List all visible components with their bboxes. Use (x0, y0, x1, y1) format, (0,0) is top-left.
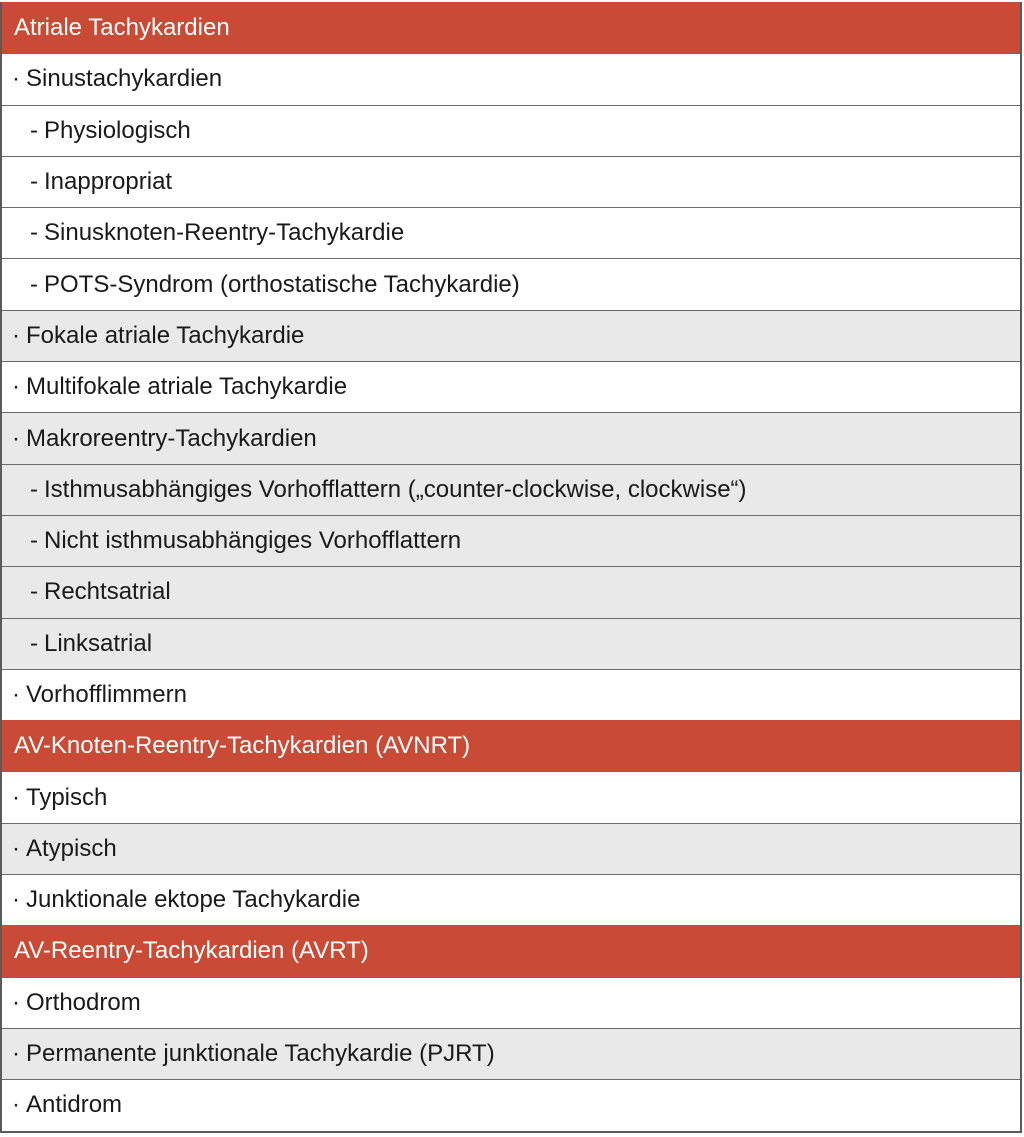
section-title: Atriale Tachykardien (14, 14, 230, 42)
section-header-row (2, 925, 1020, 976)
bullet-marker: · (12, 373, 20, 401)
dash-marker: - (30, 527, 38, 555)
bullet-marker: · (12, 783, 20, 811)
table-row (2, 618, 1020, 669)
section-header-row (2, 2, 1020, 53)
table-row (2, 361, 1020, 412)
table-row (2, 258, 1020, 309)
row-label: Typisch (26, 783, 108, 811)
table-row (2, 823, 1020, 874)
table-row (2, 1079, 1020, 1130)
row-label: Orthodrom (26, 988, 141, 1016)
bullet-marker: · (12, 1091, 20, 1119)
table-row (2, 310, 1020, 361)
row-label: Sinusknoten-Reentry-Tachykardie (44, 219, 405, 247)
row-label: POTS-Syndrom (orthostatische Tachykardie) (44, 270, 520, 298)
row-label: Makroreentry-Tachykardien (26, 424, 317, 452)
row-label: Linksatrial (44, 629, 153, 657)
bullet-marker: · (12, 1040, 20, 1068)
dash-marker: - (30, 629, 38, 657)
table-row (2, 874, 1020, 925)
table-row (2, 515, 1020, 566)
bullet-marker: · (12, 681, 20, 708)
table-row (2, 669, 1020, 720)
dash-marker: - (30, 578, 38, 606)
dash-marker: - (30, 270, 38, 298)
section-header-row (2, 720, 1020, 771)
table-row (2, 412, 1020, 463)
row-label: Nicht isthmusabhängiges Vorhofflattern (44, 527, 462, 555)
table-row (2, 53, 1020, 104)
bullet-marker: · (12, 886, 20, 914)
bullet-marker: · (12, 834, 20, 862)
row-label: Rechtsatrial (44, 578, 171, 606)
bullet-marker: · (12, 321, 20, 349)
row-label: Inappropriat (44, 168, 173, 196)
section-title: AV-Reentry-Tachykardien (AVRT) (14, 937, 369, 965)
table-row (2, 464, 1020, 515)
table-row (2, 105, 1020, 156)
bullet-marker: · (12, 65, 20, 93)
table-row (2, 1028, 1020, 1079)
dash-marker: - (30, 475, 38, 503)
bullet-marker: · (12, 988, 20, 1016)
bullet-marker: · (12, 424, 20, 452)
table-row (2, 207, 1020, 258)
table-row (2, 566, 1020, 617)
row-label: Sinustachykardien (26, 65, 223, 93)
row-label: Antidrom (26, 1091, 123, 1119)
row-label: Isthmusabhängiges Vorhofflattern („counter-clockwise, clockwise“) (44, 475, 747, 503)
dash-marker: - (30, 116, 38, 144)
row-label: Atypisch (26, 834, 117, 862)
classification-table (0, 2, 1022, 1133)
table-row (2, 156, 1020, 207)
table-row (2, 977, 1020, 1028)
row-label: Multifokale atriale Tachykardie (26, 373, 348, 401)
row-label: Permanente junktionale Tachykardie (PJRT) (26, 1040, 495, 1068)
dash-marker: - (30, 219, 38, 247)
row-label: Fokale atriale Tachykardie (26, 321, 305, 349)
dash-marker: - (30, 168, 38, 196)
row-label: Junktionale ektope Tachykardie (26, 886, 361, 914)
table-row (2, 771, 1020, 822)
row-label: Vorhofflimmern (26, 681, 187, 708)
row-label: Physiologisch (44, 116, 191, 144)
section-title: AV-Knoten-Reentry-Tachykardien (AVNRT) (14, 732, 471, 760)
